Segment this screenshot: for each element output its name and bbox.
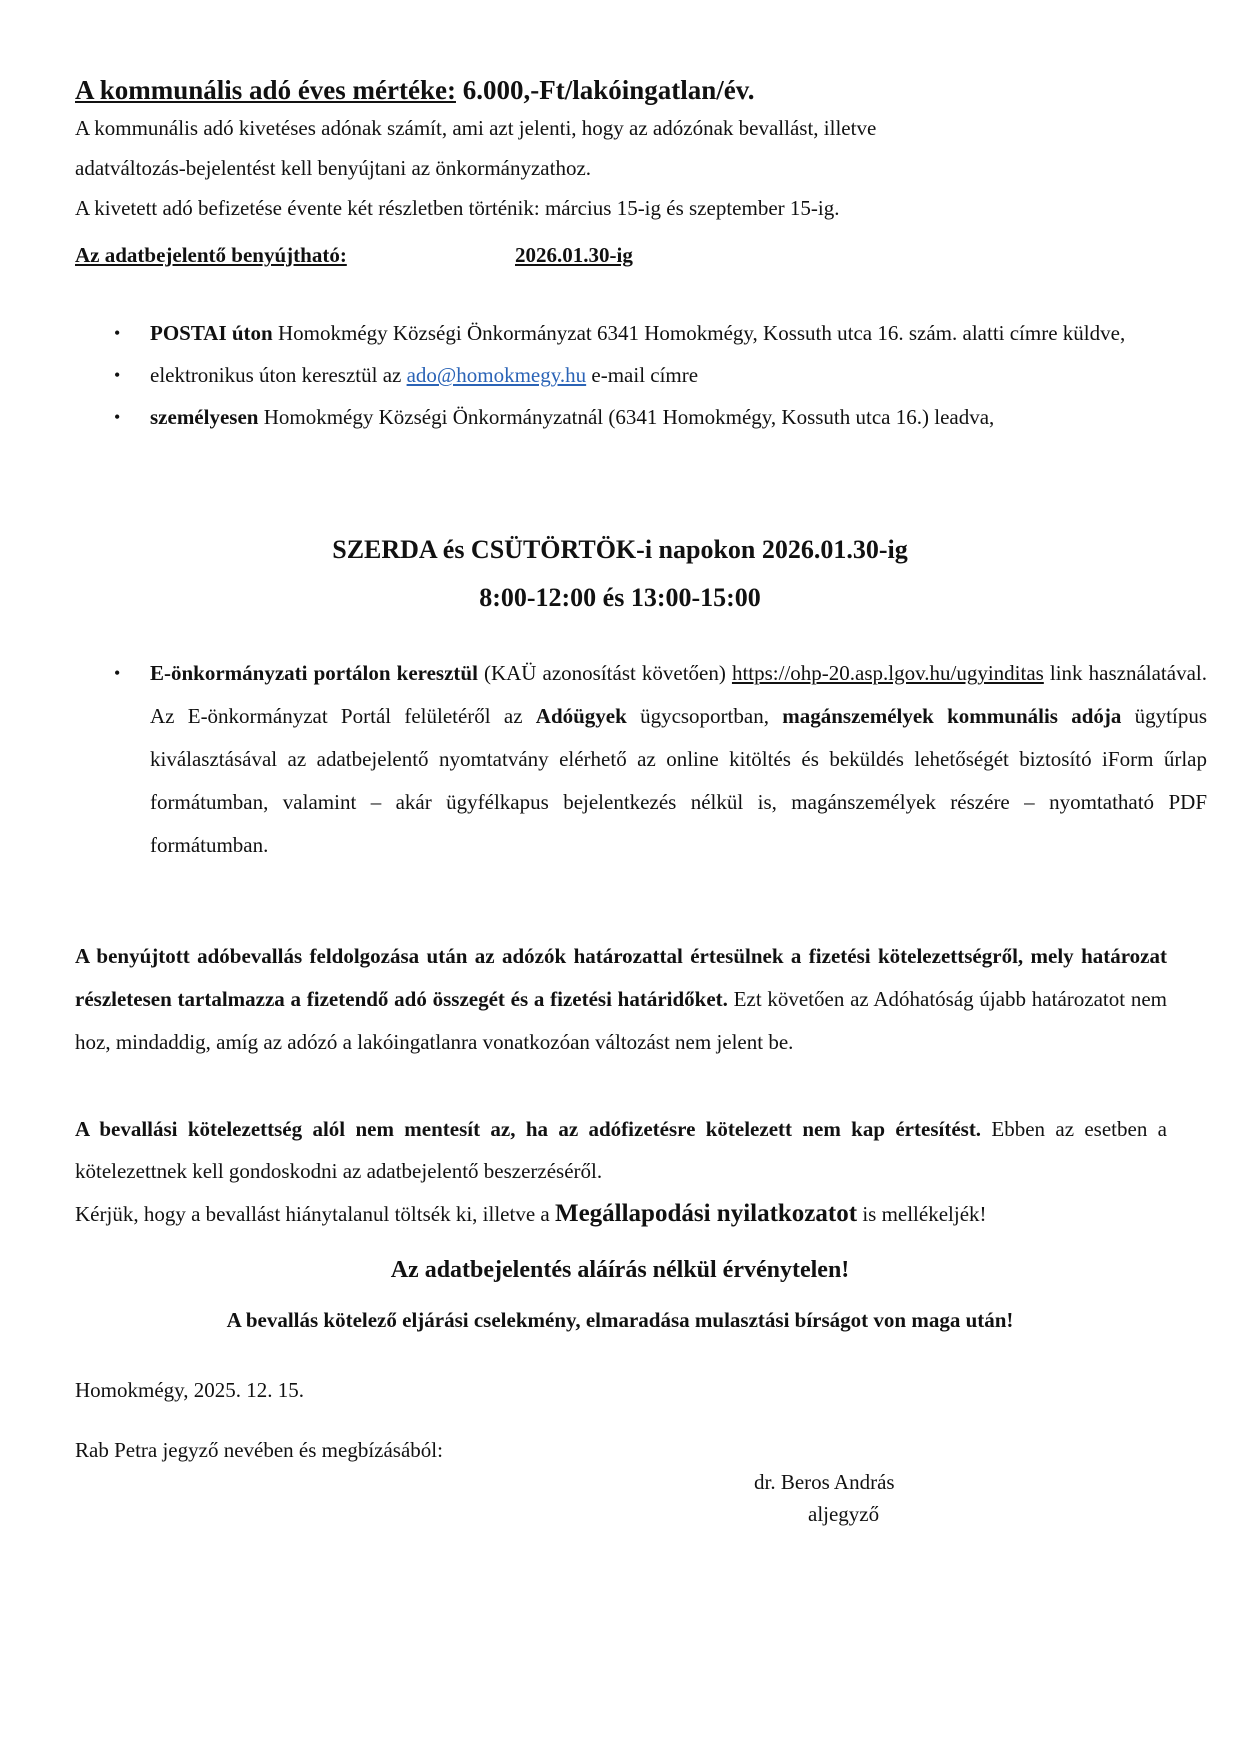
signer-role: aljegyző — [808, 1502, 880, 1526]
submission-deadline — [75, 238, 633, 272]
method-postal-text: Homokmégy Községi Önkormányzat 6341 Homokmégy, Kossuth utca 16. szám. alatti címre küldve, — [272, 321, 1126, 345]
office-hours: 8:00-12:00 és 13:00-15:00 — [479, 583, 761, 612]
obligation-bold: A bevallási kötelezettség alól nem mentesít az, ha az adófizetésre kötelezett nem kap értesítést. — [75, 1117, 982, 1141]
signer-name: dr. Beros András — [754, 1470, 895, 1494]
method-portal — [150, 652, 1207, 867]
intro-line: A kivetett adó befizetése évente két részletben történik: március 15-ig és szeptember 15-ig. — [75, 196, 840, 220]
obligation-paragraph — [75, 1108, 1167, 1192]
portal-text: link használatával. Az E-önkormányzat Portál felületéről az — [150, 661, 1207, 728]
penalty-warning: A bevallás kötelező eljárási cselekmény, elmaradása mulasztási bírságot von maga után! — [226, 1308, 1014, 1332]
method-email-text: elektronikus úton keresztül az — [150, 363, 407, 387]
resolution-text: Ezt követően az Adóhatóság újabb határozatot nem hoz, mindaddig, amíg az adózó a lakóingatlanra vonatkozóan változást nem jelent be. — [75, 987, 1167, 1054]
portal-text: ügycsoportban, — [626, 704, 783, 728]
portal-title: E-önkormányzati portálon keresztül — [150, 661, 478, 685]
request-paragraph — [75, 1192, 1167, 1236]
method-email — [150, 354, 1207, 396]
portal-case-type: magánszemélyek kommunális adója — [782, 704, 1122, 728]
resolution-paragraph — [75, 935, 1167, 1064]
portal-category: Adóügyek — [535, 704, 627, 728]
obligation-text: Ebben az esetben a kötelezettnek kell gondoskodni az adatbejelentő beszerzéséről. — [75, 1117, 1167, 1183]
on-behalf-line: Rab Petra jegyző nevében és megbízásából: — [75, 1438, 443, 1462]
portal-link[interactable]: https://ohp-20.asp.lgov.hu/ugyinditas — [731, 661, 1044, 685]
method-postal-title: POSTAI úton — [150, 321, 273, 345]
method-postal — [150, 312, 1207, 354]
portal-text: ügytípus kiválasztásával az adatbejelentő nyomtatvány elérhető az online kitöltés és beküldés lehetőségét biztosító iForm űrlap formátumban, valamint – akár ügyfélkapus bejelentkezés nélkül is, magánszemélyek részére – nyomtatható PDF formátumban. — [150, 704, 1207, 857]
intro-section — [75, 108, 1165, 228]
deadline-label: Az adatbejelentő benyújtható: — [75, 243, 347, 267]
office-days: SZERDA és CSÜTÖRTÖK-i napokon 2026.01.30-ig — [332, 535, 908, 564]
request-text: Kérjük, hogy a bevallást hiánytalanul töltsék ki, illetve a — [75, 1202, 555, 1226]
title-value: 6.000,-Ft/lakóingatlan/év. — [455, 75, 755, 105]
portal-method-list — [110, 652, 1207, 867]
method-personal — [150, 396, 1207, 438]
agreement-declaration: Megállapodási nyilatkozatot — [554, 1200, 858, 1227]
intro-line: A kommunális adó kivetéses adónak számít, ami azt jelenti, hogy az adózónak bevallást, illetve — [75, 116, 877, 140]
portal-text: (KAÜ azonosítást követően) — [477, 661, 732, 685]
intro-line: adatváltozás-bejelentést kell benyújtani az önkormányzathoz. — [75, 156, 592, 180]
submission-methods-list — [110, 312, 1207, 438]
request-text: is mellékeljék! — [857, 1202, 987, 1226]
method-personal-text: Homokmégy Községi Önkormányzatnál (6341 Homokmégy, Kossuth utca 16.) leadva, — [258, 405, 995, 429]
document-title — [75, 72, 755, 108]
method-email-suffix: e-mail címre — [586, 363, 699, 387]
email-link[interactable]: ado@homokmegy.hu — [406, 363, 587, 387]
deadline-value: 2026.01.30-ig — [515, 243, 633, 267]
resolution-bold: A benyújtott adóbevallás feldolgozása után az adózók határozattal értesülnek a fizetési kötelezettségről, mely határozat részletesen tartalmazza a fizetendő adó összegét és a fizetési határidőket. — [75, 944, 1167, 1011]
method-personal-title: személyesen — [150, 405, 259, 429]
title-label: A kommunális adó éves mértéke: — [75, 75, 456, 105]
signature-warning: Az adatbejelentés aláírás nélkül érvénytelen! — [390, 1257, 850, 1283]
place-date: Homokmégy, 2025. 12. 15. — [75, 1378, 305, 1402]
